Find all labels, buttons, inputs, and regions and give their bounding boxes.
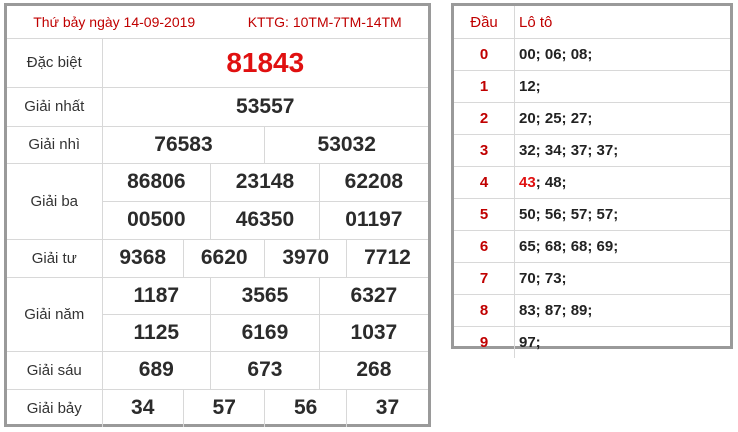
seventh-number: 57 xyxy=(183,389,264,427)
row-sixth xyxy=(7,351,428,389)
loto-col-values: Lô tô xyxy=(515,6,731,39)
loto-values: 12; xyxy=(515,71,731,103)
third-number: 62208 xyxy=(319,163,428,201)
loto-values-rest: ; 48; xyxy=(535,174,567,191)
loto-values: 65; 68; 68; 69; xyxy=(515,231,731,263)
second-number: 53032 xyxy=(265,126,428,163)
fourth-number: 7712 xyxy=(346,239,428,277)
kttg-codes: KTTG: 10TM-7TM-14TM xyxy=(247,14,402,30)
loto-values: 20; 25; 27; xyxy=(515,103,731,135)
loto-row xyxy=(454,263,730,295)
third-number: 23148 xyxy=(211,163,320,201)
row-seventh xyxy=(7,389,428,427)
loto-panel xyxy=(451,3,733,349)
loto-head: 7 xyxy=(454,263,515,295)
fourth-number: 3970 xyxy=(265,239,346,277)
row-fifth xyxy=(7,277,428,314)
loto-values: 70; 73; xyxy=(515,263,731,295)
sixth-number: 689 xyxy=(102,351,211,389)
fifth-number: 6169 xyxy=(211,314,320,351)
second-number: 76583 xyxy=(102,126,265,163)
third-number: 86806 xyxy=(102,163,211,201)
loto-col-head: Đầu xyxy=(454,6,515,39)
label-special: Đặc biệt xyxy=(7,39,102,87)
loto-row xyxy=(454,103,730,135)
loto-head: 2 xyxy=(454,103,515,135)
row-special xyxy=(7,39,428,87)
fourth-number: 9368 xyxy=(102,239,183,277)
first-number: 53557 xyxy=(102,87,428,126)
label-third: Giải ba xyxy=(7,163,102,239)
draw-date: Thứ bảy ngày 14-09-2019 xyxy=(33,14,196,30)
seventh-number: 56 xyxy=(265,389,346,427)
loto-head: 1 xyxy=(454,71,515,103)
fifth-number: 3565 xyxy=(211,277,320,314)
loto-values xyxy=(515,167,731,199)
loto-row xyxy=(454,327,730,359)
third-number: 46350 xyxy=(211,201,320,239)
results-panel xyxy=(4,3,431,427)
fifth-number: 1037 xyxy=(319,314,428,351)
fifth-number: 6327 xyxy=(319,277,428,314)
loto-head: 0 xyxy=(454,39,515,71)
loto-head: 5 xyxy=(454,199,515,231)
seventh-number: 37 xyxy=(346,389,428,427)
loto-row xyxy=(454,199,730,231)
loto-head: 8 xyxy=(454,295,515,327)
fourth-number: 6620 xyxy=(183,239,264,277)
label-seventh: Giải bảy xyxy=(7,389,102,427)
seventh-number: 34 xyxy=(102,389,183,427)
results-header xyxy=(7,6,428,39)
fifth-number: 1125 xyxy=(102,314,211,351)
loto-head: 4 xyxy=(454,167,515,199)
results-table xyxy=(7,39,428,427)
label-first: Giải nhất xyxy=(7,87,102,126)
loto-values: 97; xyxy=(515,327,731,359)
loto-values: 83; 87; 89; xyxy=(515,295,731,327)
label-fifth: Giải năm xyxy=(7,277,102,351)
loto-head: 6 xyxy=(454,231,515,263)
row-first xyxy=(7,87,428,126)
loto-row xyxy=(454,231,730,263)
loto-table xyxy=(454,6,730,358)
third-number: 00500 xyxy=(102,201,211,239)
row-third xyxy=(7,163,428,201)
third-number: 01197 xyxy=(319,201,428,239)
sixth-number: 673 xyxy=(211,351,320,389)
loto-values: 00; 06; 08; xyxy=(515,39,731,71)
special-number: 81843 xyxy=(102,39,428,87)
label-fourth: Giải tư xyxy=(7,239,102,277)
loto-head: 9 xyxy=(454,327,515,359)
loto-row xyxy=(454,167,730,199)
loto-row xyxy=(454,39,730,71)
loto-values: 50; 56; 57; 57; xyxy=(515,199,731,231)
loto-row xyxy=(454,71,730,103)
label-sixth: Giải sáu xyxy=(7,351,102,389)
loto-special-value: 43 xyxy=(519,174,536,191)
loto-row xyxy=(454,295,730,327)
loto-row xyxy=(454,135,730,167)
label-second: Giải nhì xyxy=(7,126,102,163)
loto-head: 3 xyxy=(454,135,515,167)
loto-header-row xyxy=(454,6,730,39)
fifth-number: 1187 xyxy=(102,277,211,314)
row-fourth xyxy=(7,239,428,277)
sixth-number: 268 xyxy=(319,351,428,389)
loto-values: 32; 34; 37; 37; xyxy=(515,135,731,167)
row-second xyxy=(7,126,428,163)
